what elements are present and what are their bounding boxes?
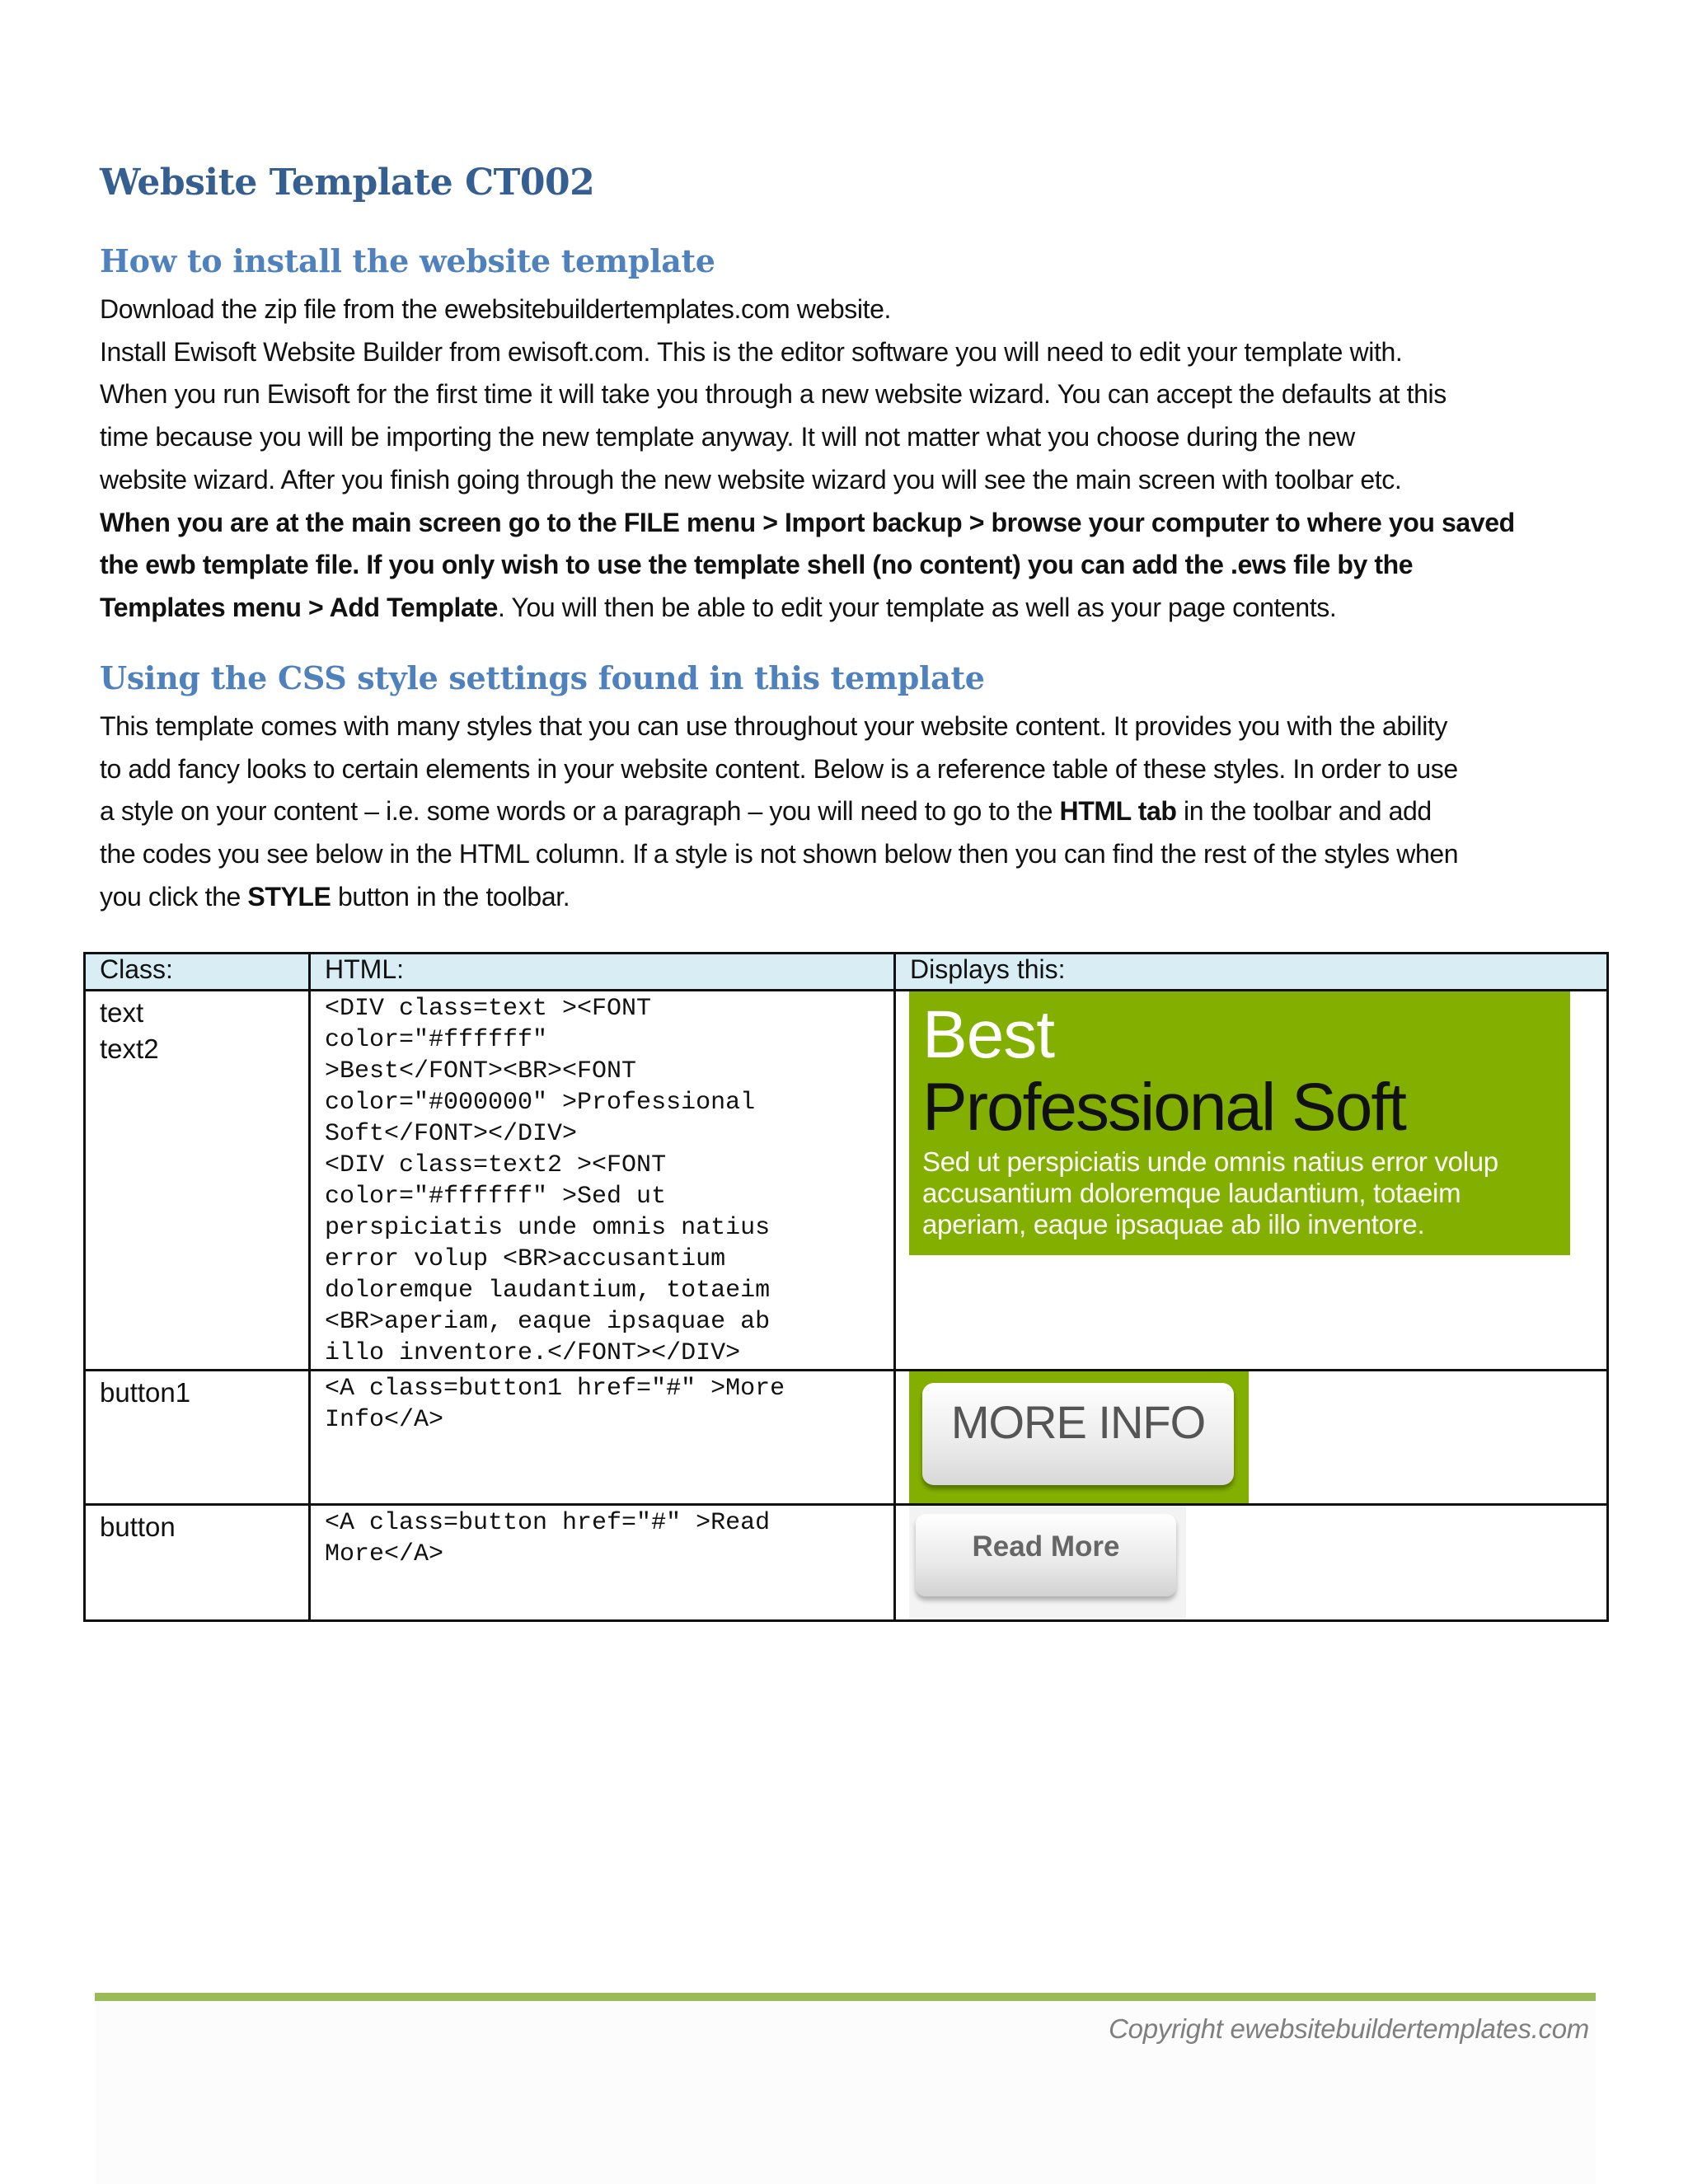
header-class: Class: — [85, 954, 310, 991]
button1-preview — [909, 1371, 1249, 1503]
html-code-cell — [310, 1505, 895, 1621]
html-code-cell — [310, 1371, 895, 1505]
code-line: Info</A> — [325, 1406, 444, 1434]
code-line: color="#ffffff" — [325, 1026, 548, 1054]
text-line: When you run Ewisoft for the first time it will take you through a new website wizard. You can accept the defaults at this — [100, 379, 1447, 410]
display-cell — [895, 1505, 1608, 1621]
text-line: Download the zip file from the ewebsitebuildertemplates.com website. — [100, 294, 891, 324]
table-row — [85, 1371, 1608, 1505]
header-html: HTML: — [310, 954, 895, 991]
more-info-button[interactable]: MORE INFO — [922, 1383, 1234, 1485]
preview-paragraph — [922, 1146, 1570, 1240]
text-line: website wizard. After you finish going through the new website wizard you will see the main screen with toolbar etc. — [100, 464, 1402, 494]
class-name: text — [100, 997, 144, 1028]
text-line — [100, 876, 1608, 919]
class-cell — [85, 991, 310, 1371]
text-line — [100, 790, 1608, 833]
class-cell — [85, 1371, 310, 1505]
code-line: doloremque laudantium, totaeim — [325, 1277, 771, 1305]
text-line: Install Ewisoft Website Builder from ewisoft.com. This is the editor software you will need to edit your template with. — [100, 336, 1403, 367]
text: button in the toolbar. — [331, 881, 570, 912]
section-heading-install: How to install the website template — [100, 242, 715, 279]
css-instructions — [100, 705, 1608, 919]
code-line: <A class=button1 href="#" >More — [325, 1375, 785, 1403]
bold-text: HTML tab — [1059, 796, 1177, 827]
text: a style on your content – i.e. some words or a paragraph – you will need to go to the — [100, 796, 1060, 827]
install-instructions — [100, 288, 1608, 630]
table-header-row — [85, 954, 1608, 991]
class-name: text2 — [100, 1033, 159, 1064]
text-style-preview — [909, 991, 1570, 1255]
text-line: the codes you see below in the HTML column. If a style is not shown below then you can find the rest of the styles when — [100, 839, 1459, 869]
bold-text-line: the ewb template file. If you only wish to use the template shell (no content) you can add the .ews file by the — [100, 550, 1414, 580]
bold-text: Templates menu > Add Template — [100, 592, 499, 622]
preview-line: Sed ut perspiciatis unde omnis natius error volup — [922, 1146, 1498, 1177]
display-cell — [895, 1371, 1608, 1505]
class-name: button1 — [100, 1377, 191, 1408]
code-line: <DIV class=text2 ><FONT — [325, 1151, 667, 1179]
preview-line: aperiam, eaque ipsaquae ab illo inventore. — [922, 1209, 1425, 1240]
footer-copyright: Copyright ewebsitebuildertemplates.com — [1109, 2013, 1589, 2044]
class-name: button — [100, 1511, 176, 1542]
code-line: perspiciatis unde omnis natius — [325, 1214, 771, 1242]
bold-text: STYLE — [247, 881, 331, 912]
preview-line: accusantium doloremque laudantium, totaeim — [922, 1178, 1461, 1208]
code-line: More</A> — [325, 1540, 444, 1568]
code-line: Soft</FONT></DIV> — [325, 1120, 578, 1148]
code-line: color="#000000" >Professional — [325, 1089, 756, 1117]
text-line: to add fancy looks to certain elements in your website content. Below is a reference table of these styles. In order to use — [100, 753, 1458, 784]
footer-rule — [95, 1993, 1596, 2001]
bold-text-line: When you are at the main screen go to the FILE menu > Import backup > browse your computer to where you saved — [100, 507, 1515, 537]
header-displays: Displays this: — [895, 954, 1608, 991]
code-line: illo inventore.</FONT></DIV> — [325, 1339, 741, 1367]
section-heading-css: Using the CSS style settings found in this template — [100, 659, 985, 696]
code-line: >Best</FONT><BR><FONT — [325, 1057, 637, 1085]
preview-professional-text: Professional Soft — [922, 1070, 1405, 1145]
read-more-button[interactable]: Read More — [916, 1514, 1176, 1596]
class-cell — [85, 1505, 310, 1621]
table-row — [85, 1505, 1608, 1621]
document-title: Website Template CT002 — [100, 162, 595, 204]
text-line — [100, 587, 1608, 630]
code-line: <BR>aperiam, eaque ipsaquae ab — [325, 1308, 771, 1336]
code-line: <DIV class=text ><FONT — [325, 995, 652, 1023]
code-line: error volup <BR>accusantium — [325, 1245, 726, 1273]
preview-best-text: Best — [922, 997, 1055, 1072]
code-line: <A class=button href="#" >Read — [325, 1509, 771, 1537]
table-row — [85, 991, 1608, 1371]
text-line: This template comes with many styles that you can use throughout your website content. It provides you with the ability — [100, 711, 1448, 741]
code-line: color="#ffffff" >Sed ut — [325, 1183, 667, 1211]
text: . You will then be able to edit your template as well as your page contents. — [498, 592, 1337, 622]
text-line: time because you will be importing the new template anyway. It will not matter what you choose during the new — [100, 422, 1355, 452]
html-code-cell — [310, 991, 895, 1371]
style-reference-table — [83, 952, 1609, 1622]
display-cell — [895, 991, 1608, 1371]
text: you click the — [100, 881, 248, 912]
text: in the toolbar and add — [1176, 796, 1432, 827]
button-preview — [909, 1506, 1186, 1619]
